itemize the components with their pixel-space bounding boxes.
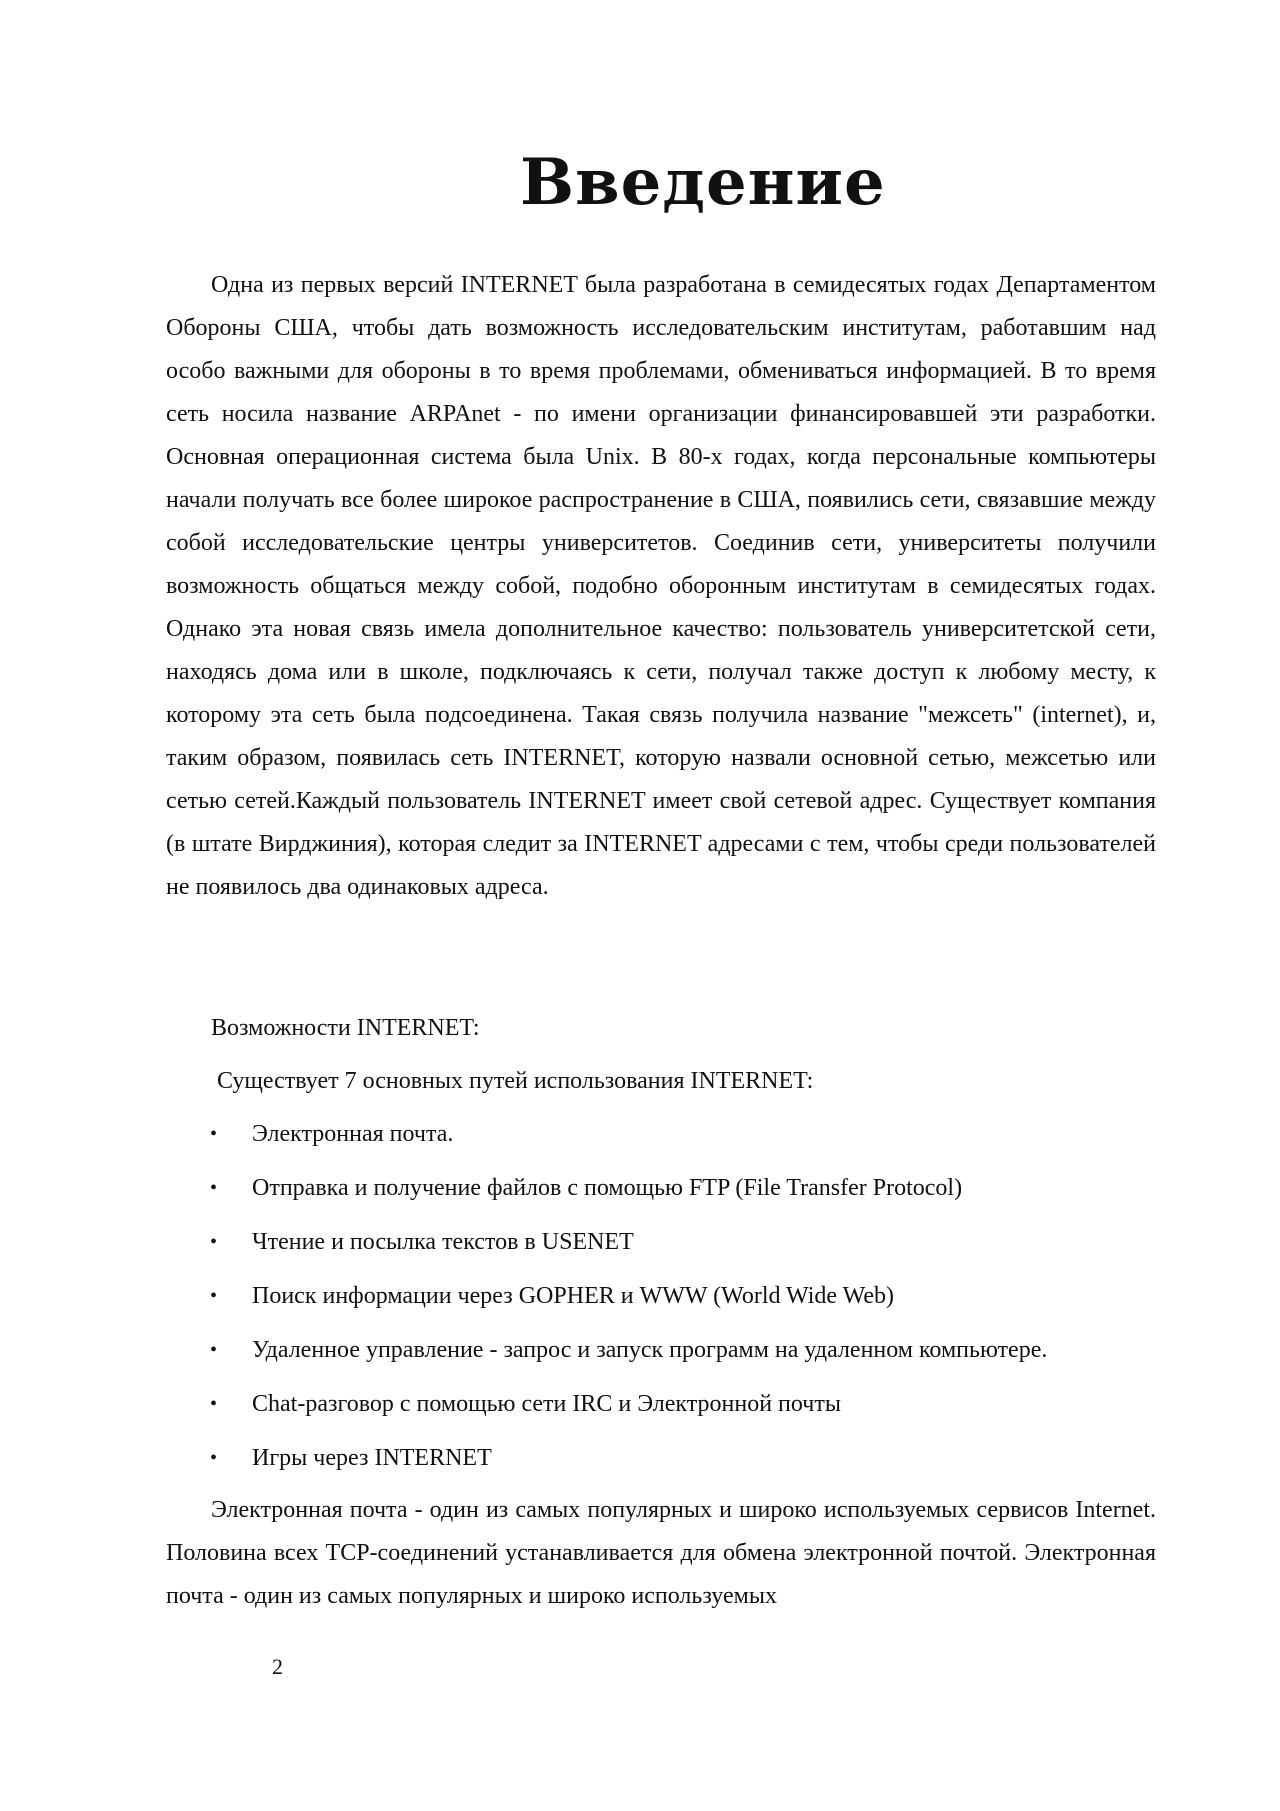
list-item-text: Отправка и получение файлов с помощью FTP (File Transfer Protocol) (252, 1175, 963, 1201)
bullet-icon: • (210, 1285, 218, 1307)
capabilities-heading: Возможности INTERNET: (211, 1015, 480, 1041)
list-item-text: Чтение и посылка текстов в USENET (252, 1229, 634, 1255)
list-item-text: Поиск информации через GOPHER и WWW (World Wide Web) (252, 1283, 894, 1309)
bullet-icon: • (210, 1393, 218, 1415)
email-paragraph: Электронная почта - один из самых популярных и широко используемых сервисов Internet. Половина всех TCP-соединений устанавливается для обмена электронной почтой. Электронная почта - один из самых популярных и широко используемых (166, 1497, 1156, 1609)
bullet-icon: • (210, 1123, 218, 1145)
list-item (210, 1227, 1150, 1281)
internet-uses-list (210, 1119, 1150, 1497)
page-number: 2 (272, 1654, 283, 1679)
list-item (210, 1119, 1150, 1173)
bullet-icon: • (210, 1339, 218, 1361)
list-item (210, 1389, 1150, 1443)
list-item-text: Chat-разговор с помощью сети IRC и Электронной почты (252, 1391, 841, 1417)
intro-paragraph: Одна из первых версий INTERNET была разработана в семидесятых годах Департаментом Обороны США, чтобы дать возможность исследовательским институтам, работавшим над особо важными для обороны в то время проблемами, обмениваться информацией. В то время сеть носила название ARPAnet - по имени организации финансировавшей эти разработки. Основная операционная система была Unix. В 80-х годах, когда персональные компьютеры начали получать все более широкое распространение в США, появились сети, связавшие между собой исследовательские центры университетов. Соединив сети, университеты получили возможность общаться между собой, подобно оборонным институтам в семидесятых годах. Однако эта новая связь имела дополнительное качество: пользователь университетской сети, находясь дома или в школе, подключаясь к сети, получал также доступ к любому месту, к которому эта сеть была подсоединена. Такая связь получила название "межсеть" (internet), и, таким образом, появилась сеть INTERNET, которую назвали основной сетью, межсетью или сетью сетей.Каждый пользователь INTERNET имеет свой сетевой адрес. Существует компания (в штате Вирджиния), которая следит за INTERNET адресами с тем, чтобы среди пользователей не появилось два одинаковых адреса. (166, 272, 1156, 900)
bullet-icon: • (210, 1447, 218, 1469)
bullet-icon: • (210, 1231, 218, 1253)
list-item (210, 1173, 1150, 1227)
bullet-icon: • (210, 1177, 218, 1199)
list-item-text: Электронная почта. (252, 1121, 454, 1147)
list-item-text: Удаленное управление - запрос и запуск программ на удаленном компьютере. (252, 1337, 1048, 1363)
list-item (210, 1281, 1150, 1335)
list-item (210, 1335, 1150, 1389)
page-title: Введение (520, 145, 886, 220)
ways-intro-text: Существует 7 основных путей использования INTERNET: (217, 1068, 814, 1094)
list-item-text: Игры через INTERNET (252, 1445, 492, 1471)
